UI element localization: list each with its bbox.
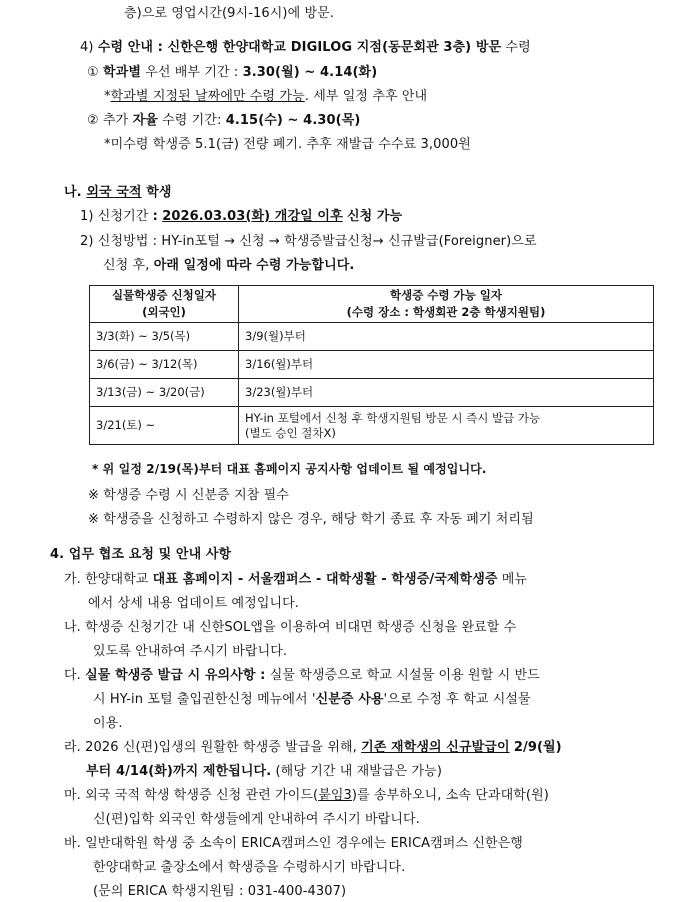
section-na-p2-line2 <box>103 256 354 276</box>
section4-ga-line2: 에서 상세 내용 업데이트 예정입니다. <box>88 596 300 611</box>
top-line: 층)으로 영업시간(9시-16시)에 방문. <box>124 6 335 21</box>
sub1-note-underlined: 학과별 지정된 날짜에만 수령 가능 <box>110 89 305 104</box>
da-bold: 실물 학생증 발급 시 유의사항 : <box>85 668 266 683</box>
cell-apply: 3/6(금) ~ 3/12(목) <box>90 351 239 379</box>
header-receive-line2: (수령 장소 : 학생회관 2층 학생지원팀) <box>346 305 546 319</box>
section4-ga <box>64 570 527 590</box>
ma-prefix: 마. <box>64 788 81 803</box>
table-row <box>90 351 654 379</box>
ra-bold-u: 기존 재학생의 신규발급이 <box>361 740 510 755</box>
header-apply-line2: (외국인) <box>142 305 186 319</box>
ba-prefix: 바. <box>64 836 81 851</box>
sub2-mark: ② <box>87 113 99 128</box>
ga-plain1: 한양대학교 <box>85 572 149 587</box>
item4-sub2-note: *미수령 학생증 5.1(금) 전량 폐기. 추후 재발급 수수료 3,000원 <box>104 137 471 152</box>
section-na-title-rest: 학생 <box>146 185 172 200</box>
ma-attachment: 붙임3 <box>318 788 352 803</box>
ba-line1: 일반대학원 학생 중 소속이 ERICA캠퍼스인 경우에는 ERICA캠퍼스 신한은행 <box>85 836 523 851</box>
p2-num: 2) <box>80 234 94 249</box>
sub1-note-prefix: * <box>104 89 111 104</box>
item4-heading <box>80 38 531 58</box>
table-row <box>90 379 654 407</box>
section4-title: 4. 업무 협조 요청 및 안내 사항 <box>50 547 232 562</box>
sub2-dates: 4.15(수) ~ 4.30(목) <box>225 113 361 128</box>
cell-receive: 3/9(월)부터 <box>239 323 654 351</box>
section4-ma <box>64 786 549 806</box>
section4-ba-line3: (문의 ERICA 학생지원팀 : 031-400-4307) <box>93 884 347 899</box>
ga-bold: 대표 홈페이지 - 서울캠퍼스 - 대학생활 - 학생증/국제학생증 <box>152 572 498 587</box>
section4-da <box>64 666 540 686</box>
section4-da-line3: 이용. <box>93 716 123 731</box>
cell-receive-line2: (별도 승인 절차X) <box>245 425 336 440</box>
ra-plain: 2026 신(편)입생의 원활한 학생증 발급을 위해, <box>85 740 357 755</box>
item4-num: 4) <box>80 40 94 55</box>
table-header-row <box>90 286 654 323</box>
ra-bold-end: 2/9(월) <box>513 740 562 755</box>
p1-num: 1) <box>80 209 94 224</box>
header-receive <box>239 286 654 323</box>
cell-receive-line1: HY-in 포털에서 신청 후 학생지원팀 방문 시 즉시 발급 가능 <box>245 410 541 425</box>
section4-ba-line2: 한양대학교 출장소에서 학생증을 수령하시기 바랍니다. <box>93 860 406 875</box>
ra-line2-bold: 부터 4/14(화)까지 제한됩니다. <box>86 764 272 779</box>
section-na-title <box>64 183 172 203</box>
sub1-label: 학과별 <box>103 65 141 80</box>
sub2-text1: 추가 <box>103 113 129 128</box>
section-na-prefix: 나. <box>64 185 82 200</box>
na-line1: 학생증 신청기간 내 신한SOL앱을 이용하여 비대면 학생증 신청을 완료할 수 <box>85 620 517 635</box>
item4-sub2 <box>87 111 360 131</box>
header-receive-line1: 학생증 수령 가능 일자 <box>390 288 502 302</box>
sub1-dates: 3.30(월) ~ 4.14(화) <box>242 65 378 80</box>
p1-colon: : <box>152 209 158 224</box>
p1-rest: 신청 가능 <box>346 209 403 224</box>
section4-na <box>64 618 516 638</box>
cell-receive: 3/23(월)부터 <box>239 379 654 407</box>
section4-na-line2: 있도록 안내하여 주시기 바랍니다. <box>93 644 288 659</box>
section4-da-line2 <box>93 690 531 710</box>
cell-receive <box>239 407 654 445</box>
ga-plain2: 메뉴 <box>501 572 528 587</box>
sub1-text: 우선 배부 기간 : <box>145 65 239 80</box>
p2-line2-bold: 아래 일정에 따라 수령 가능합니다. <box>153 258 355 273</box>
header-apply <box>90 286 239 323</box>
table-row <box>90 323 654 351</box>
table-note: * 위 일정 2/19(목)부터 대표 홈페이지 공지사항 업데이트 될 예정입니다. <box>92 462 487 476</box>
da-line2-b: '으로 수정 후 학교 시설물 <box>383 692 531 707</box>
ra-line2-plain: (해당 기간 내 재발급은 가능) <box>275 764 442 779</box>
section4-ra <box>64 738 562 758</box>
da-line2-bold: 신분증 사용 <box>315 692 384 707</box>
cell-apply: 3/3(화) ~ 3/5(목) <box>90 323 239 351</box>
section4-ra-line2 <box>86 762 442 782</box>
cell-apply: 3/21(토) ~ <box>90 407 239 445</box>
section4-ma-line2: 신(편)입학 외국인 학생들에게 안내하여 주시기 바랍니다. <box>93 812 420 827</box>
p2-line1: 신청방법 : HY-in포털 → 신청 → 학생증발급신청→ 신규발급(Foreigner)으로 <box>97 234 537 249</box>
section-na-title-u: 외국 국적 <box>86 185 142 200</box>
ma-plain2: )를 송부하오니, 소속 단과대학(원) <box>351 788 549 803</box>
item4-sub1-note <box>104 87 427 107</box>
ma-plain1: 외국 국적 학생 학생증 신청 관련 가이드( <box>85 788 319 803</box>
header-apply-line1: 실물학생증 신청일자 <box>112 288 216 302</box>
item4-sub1 <box>87 63 377 83</box>
da-line2-a: 시 HY-in 포털 출입권한신청 메뉴에서 ' <box>93 692 316 707</box>
da-plain: 실물 학생증으로 학교 시설물 이용 원할 시 반드 <box>269 668 540 683</box>
ra-prefix: 라. <box>64 740 81 755</box>
sub2-label: 자율 <box>132 113 158 128</box>
da-prefix: 다. <box>64 668 81 683</box>
section-na-p2 <box>80 232 537 252</box>
note-id-required: ※ 학생증 수령 시 신분증 지참 필수 <box>88 488 289 503</box>
table-row <box>90 407 654 445</box>
item4-tail: 수령 <box>505 40 531 55</box>
cell-apply: 3/13(금) ~ 3/20(금) <box>90 379 239 407</box>
cell-receive: 3/16(월)부터 <box>239 351 654 379</box>
sub2-text2: 수령 기간: <box>162 113 222 128</box>
ga-prefix: 가. <box>64 572 81 587</box>
section-na-p1 <box>80 207 402 227</box>
item4-label: 수령 안내 : 신한은행 한양대학교 DIGILOG 지점(동문회관 3층) 방문 <box>97 40 502 55</box>
p1-label: 신청기간 <box>97 209 149 224</box>
sub1-mark: ① <box>87 65 99 80</box>
p2-line2-plain: 신청 후, <box>103 258 150 273</box>
p1-date: 2026.03.03(화) 개강일 이후 <box>162 209 343 224</box>
na-prefix: 나. <box>64 620 81 635</box>
note-auto-dispose: ※ 학생증을 신청하고 수령하지 않은 경우, 해당 학기 종료 후 자동 폐기 처리됨 <box>88 512 534 527</box>
sub1-note-rest: . 세부 일정 추후 안내 <box>304 89 428 104</box>
schedule-table <box>89 285 654 445</box>
section4-ba <box>64 834 523 854</box>
